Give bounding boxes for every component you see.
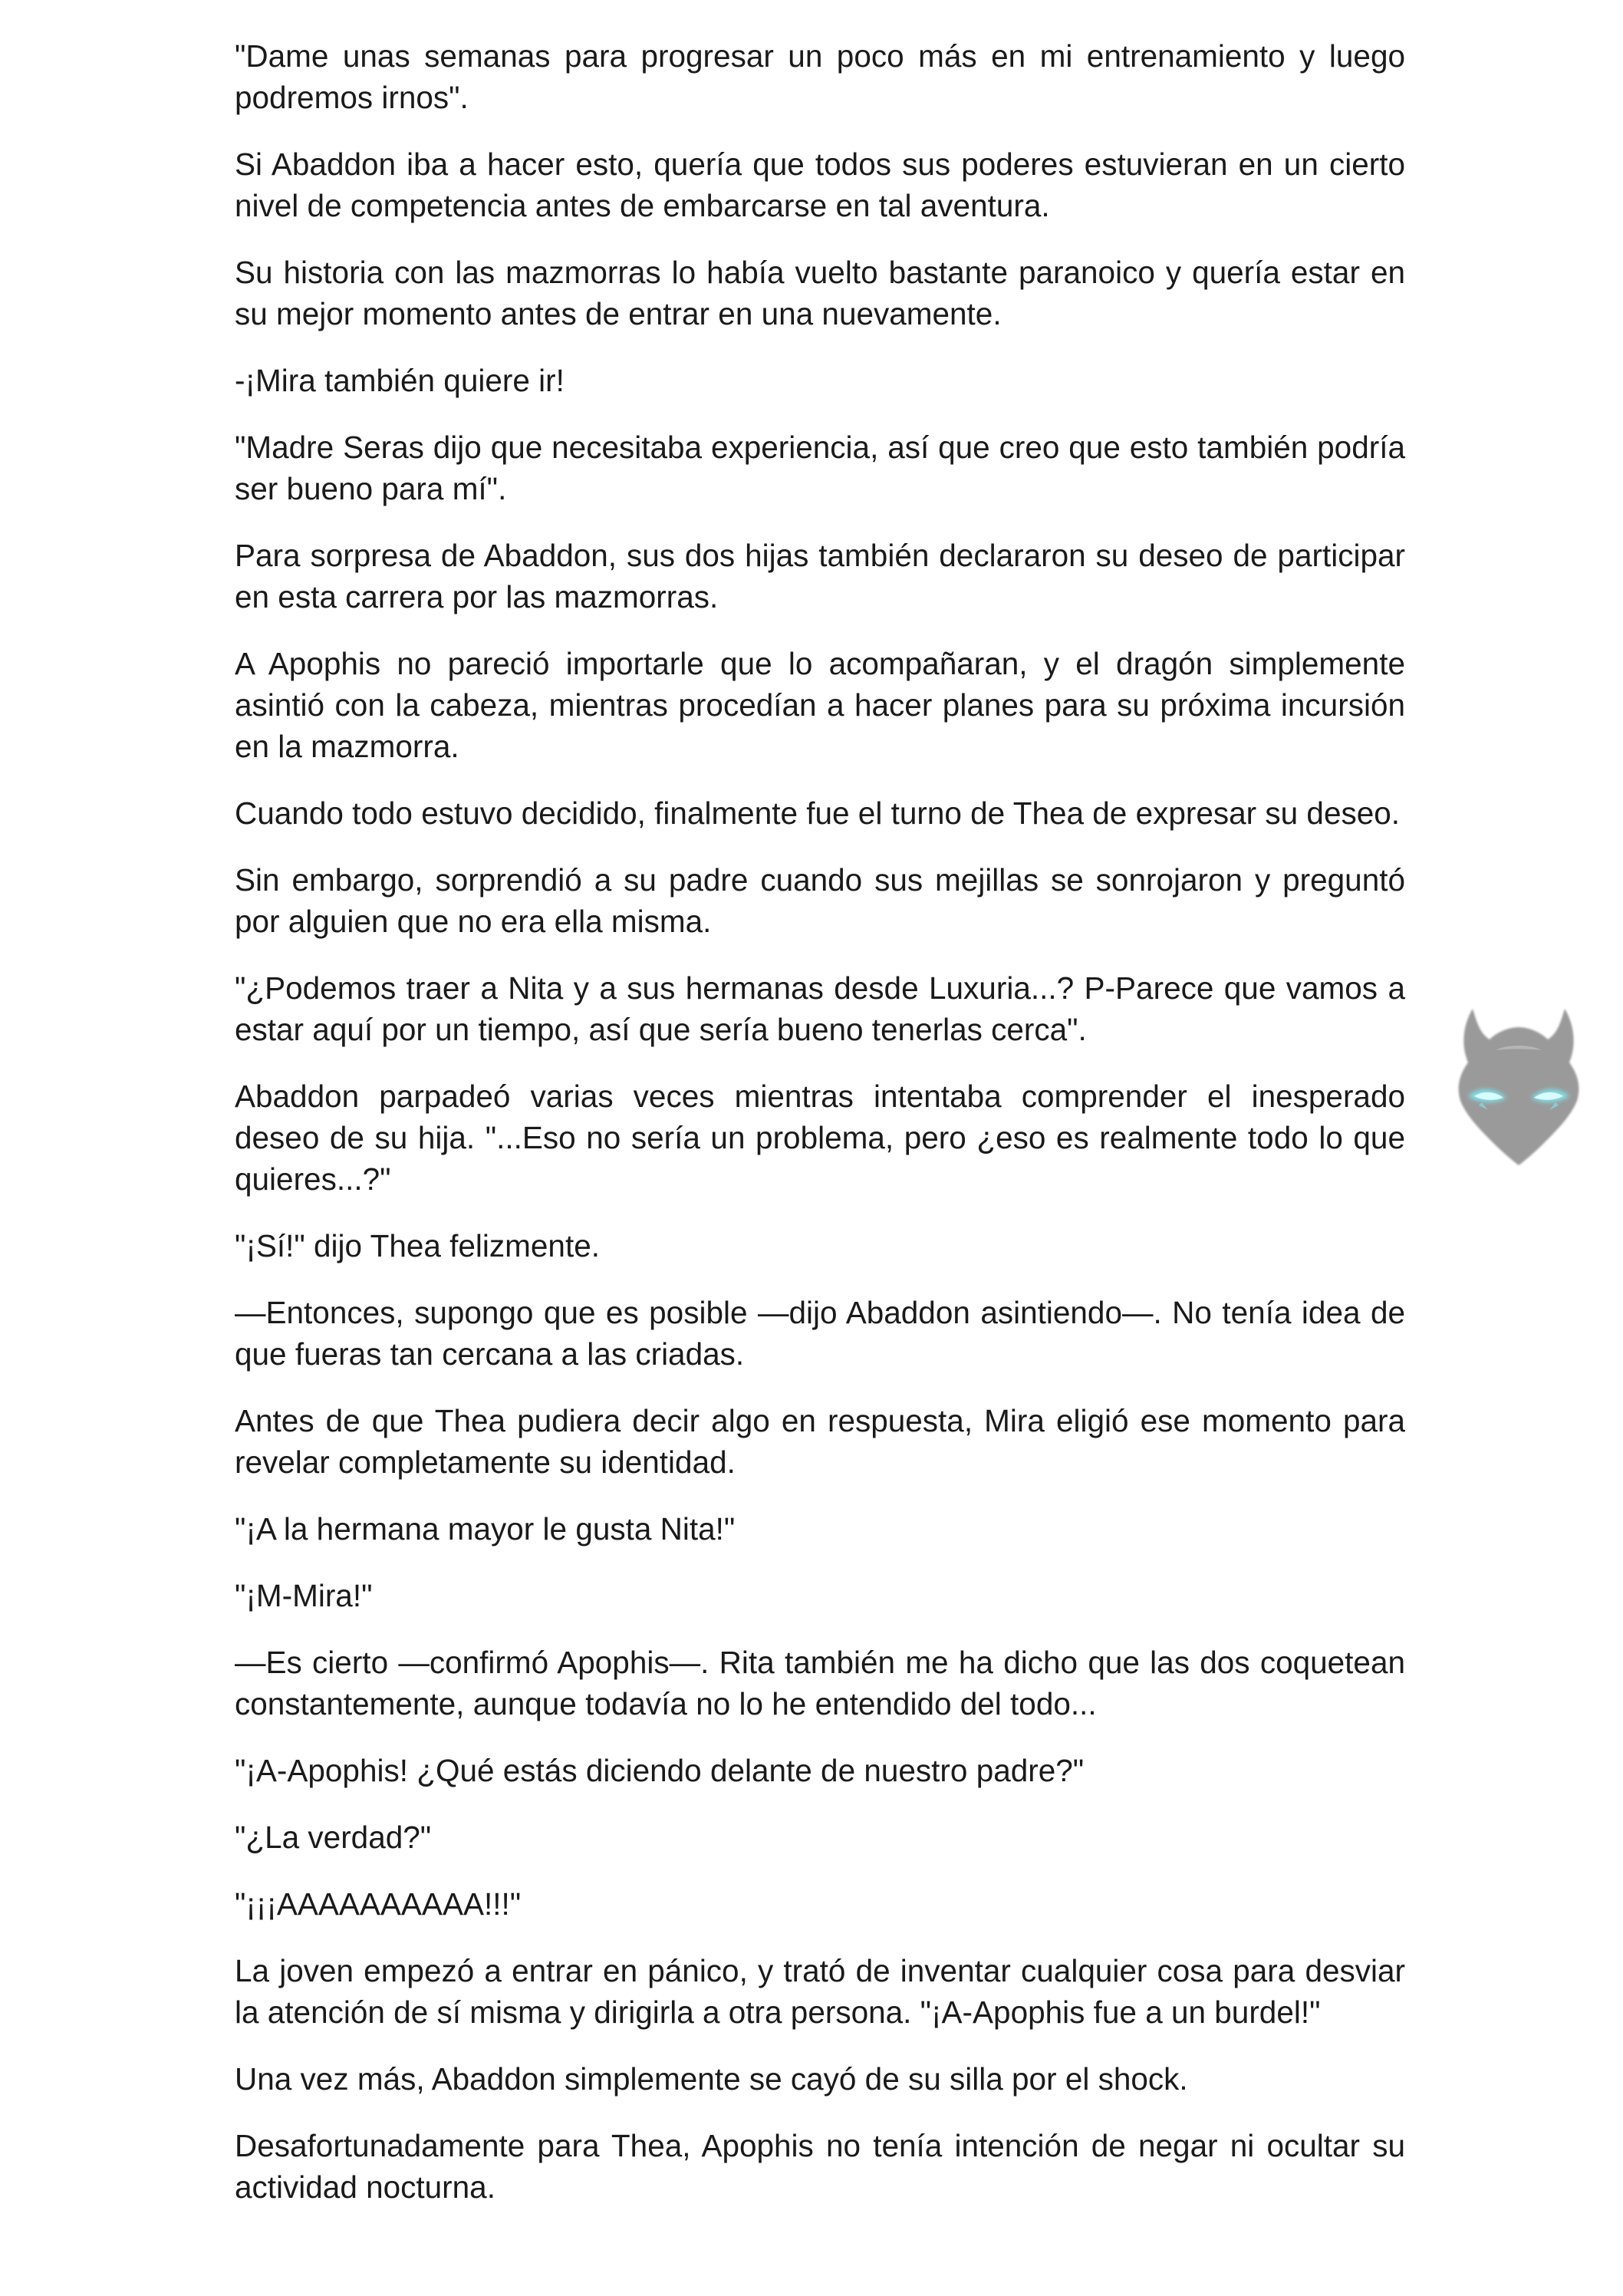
paragraph: "¡M-Mira!"	[235, 1578, 373, 1613]
paragraph: Sin embargo, sorprendió a su padre cuando sus mejillas se sonrojaron y preguntó por alguien que no era ella misma.	[235, 862, 1405, 939]
paragraph: A Apophis no pareció importarle que lo acompañaran, y el dragón simplemente asintió con la cabeza, mientras procedían a hacer planes para su próxima incursión en la mazmorra.	[235, 646, 1405, 764]
paragraph: "Dame unas semanas para progresar un poco más en mi entrenamiento y luego podremos irnos".	[235, 38, 1405, 115]
paragraph: "¡A-Apophis! ¿Qué estás diciendo delante de nuestro padre?"	[235, 1753, 1085, 1788]
paragraph: Para sorpresa de Abaddon, sus dos hijas también declararon su deseo de participar en esta carrera por las mazmorras.	[235, 538, 1405, 614]
paragraph: "¡¡¡AAAAAAAAAA!!!"	[235, 1886, 522, 1922]
paragraph: Una vez más, Abaddon simplemente se cayó de su silla por el shock.	[235, 2061, 1188, 2097]
paragraph: —Entonces, supongo que es posible —dijo Abaddon asintiendo—. No tenía idea de que fueras tan cercana a las criadas.	[235, 1295, 1405, 1372]
paragraph: Desafortunadamente para Thea, Apophis no tenía intención de negar ni ocultar su actividad nocturna.	[235, 2128, 1405, 2205]
paragraph: "¿Podemos traer a Nita y a sus hermanas desde Luxuria...? P-Parece que vamos a estar aquí por un tiempo, así que sería bueno tenerlas cerca".	[235, 970, 1405, 1047]
demon-head-silhouette	[1459, 1009, 1579, 1165]
paragraph: "Madre Seras dijo que necesitaba experiencia, así que creo que esto también podría ser bueno para mí".	[235, 430, 1405, 506]
demon-head-logo-icon	[1442, 993, 1595, 1170]
paragraph: Si Abaddon iba a hacer esto, quería que todos sus poderes estuvieran en un cierto nivel de competencia antes de embarcarse en tal aventura.	[235, 147, 1405, 223]
paragraph: La joven empezó a entrar en pánico, y trató de inventar cualquier cosa para desviar la atención de sí misma y dirigirla a otra persona. "¡A-Apophis fue a un burdel!"	[235, 1953, 1405, 2030]
paragraph: Cuando todo estuvo decidido, finalmente fue el turno de Thea de expresar su deseo.	[235, 796, 1401, 831]
paragraph: "¡A la hermana mayor le gusta Nita!"	[235, 1511, 736, 1547]
document-body	[235, 35, 1405, 2233]
paragraph: -¡Mira también quiere ir!	[235, 363, 565, 398]
paragraph: "¡Sí!" dijo Thea felizmente.	[235, 1228, 600, 1263]
paragraph: "¿La verdad?"	[235, 1820, 432, 1855]
paragraph: Antes de que Thea pudiera decir algo en respuesta, Mira eligió ese momento para revelar completamente su identidad.	[235, 1403, 1405, 1480]
paragraph: —Es cierto —confirmó Apophis—. Rita también me ha dicho que las dos coquetean constantemente, aunque todavía no lo he entendido del todo...	[235, 1645, 1405, 1721]
paragraph: Su historia con las mazmorras lo había vuelto bastante paranoico y quería estar en su mejor momento antes de entrar en una nuevamente.	[235, 255, 1405, 331]
paragraph: Abaddon parpadeó varias veces mientras intentaba comprender el inesperado deseo de su hija. "...Eso no sería un problema, pero ¿eso es realmente todo lo que quieres...?"	[235, 1079, 1405, 1197]
